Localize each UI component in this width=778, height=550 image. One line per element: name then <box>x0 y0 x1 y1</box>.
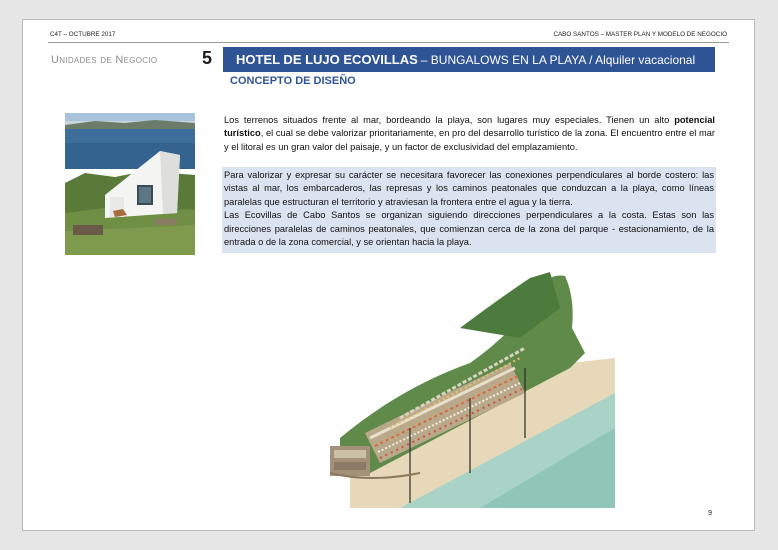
title-rest: – BUNGALOWS EN LA PLAYA / Alquiler vacacional <box>420 52 696 67</box>
title-bar <box>223 47 715 72</box>
highlight-box <box>222 167 716 253</box>
header-right: CABO SANTOS – MASTER PLAN Y MODELO DE NEGOCIO <box>553 31 727 38</box>
section-label: Unidades de Negocio <box>51 54 158 66</box>
intro-bold-text: potencial turístico <box>224 115 715 139</box>
header-divider <box>48 42 729 43</box>
document-page <box>22 19 755 531</box>
page-number: 9 <box>708 510 712 517</box>
highlight-paragraph-1: Para valorizar y expresar su carácter se necesitara favorecer las conexiones perpendiculares al borde costero: las vistas al mar, los embarcaderos, las represas y los caminos peatonales que conduzcan a la playa, como líneas paralelas que estructuran el territorio y atraviesan la frontera entre el agua y la tierra. <box>224 170 714 207</box>
header-left: C4T – OCTUBRE 2017 <box>50 31 116 38</box>
subtitle: CONCEPTO DE DISEÑO <box>230 75 356 87</box>
cabin-photo <box>65 113 195 255</box>
masterplan-render <box>310 268 615 508</box>
intro-text-1: Los terrenos situados frente al mar, bordeando la playa, son lugares muy especiales. Tienen un alto <box>224 115 675 125</box>
title-main: HOTEL DE LUJO ECOVILLAS <box>236 52 418 67</box>
section-number: 5 <box>202 48 213 68</box>
intro-text-2: , el cual se debe valorizar prioritariamente, en pro del desarrollo turístico de la zona. El encuentro entre el mar y el litoral es un gran valor del paisaje, y un factor de exclusividad del emplazamiento. <box>224 128 715 152</box>
highlight-paragraph-2: Las Ecovillas de Cabo Santos se organizan siguiendo direcciones perpendiculares a la costa. Estas son las direcciones paralelas de caminos peatonales, que comienzan cerca de la zona del parque - estacionamiento, de la entrada o de la zona comercial, y se orientan hacia la playa. <box>224 210 714 248</box>
intro-paragraph <box>224 114 715 154</box>
